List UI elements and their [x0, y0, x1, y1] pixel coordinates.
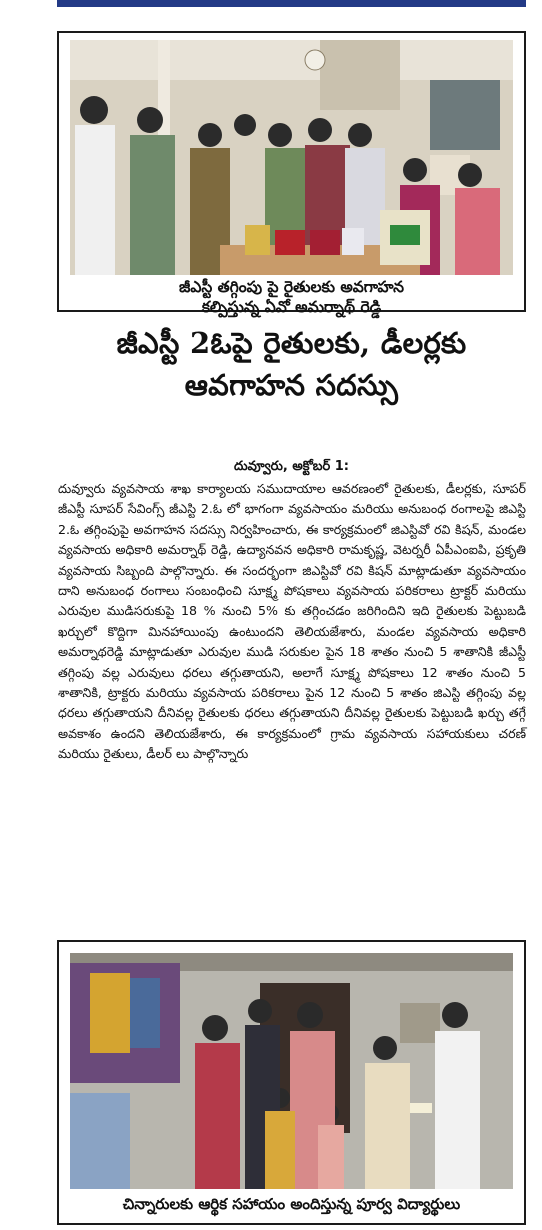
- article-dateline: దువ్వూరు, అక్టోబర్ 1:: [234, 459, 349, 474]
- caption-line-2: కల్పిస్తున్న ఏవో అమర్నాథ్ రెడ్డి: [201, 298, 382, 316]
- photo-caption-children-aid: చిన్నారులకు ఆర్థిక సహాయం అందిస్తున్న పూర్వ విద్యార్థులు: [122, 1195, 461, 1213]
- photo-farmers-meeting: [70, 40, 513, 275]
- photo-children-aid: [70, 953, 513, 1189]
- caption-line-1: జీఎస్టీ తగ్గింపు పై రైతులకు అవగాహన: [179, 278, 404, 296]
- farmers-meeting-illustration: [70, 40, 513, 275]
- article-body: దువ్వూరు వ్యవసాయ శాఖ కార్యాలయ సముదాయాల ఆవరణంలో రైతులకు, డీలర్లకు, సూపర్ జీఎస్టీ సూపర్ సేవింగ్స్ జీఎస్టి 2.ఓ లో భాగంగా వ్యవసాయం మరియు అనుబంధ రంగాలపై జిఎస్టి 2.ఓ తగ్గింపుపై అవగాహన సదస్సు నిర్వహించారు, ఈ కార్యక్రమంలో జిఎస్టివో రవి కిషన్, మండల వ్యవసాయ అధికారి అమర్నాథ్ రెడ్డి, ఉద్యానవన అధికారి రామకృష్ణ, వెటర్నరీ ఏపీఎంఐపి, ప్రకృతి వ్యవసాయ సిబ్బంది పాల్గొన్నారు. ఈ సందర్భంగా జిఎస్టివో రవి కిషన్ మాట్లాడుతూ వ్యవసాయం దాని అనుబంధ రంగాలు సంబంధించి సూక్ష్మ పోషకాలు వ్యవసాయ పరికరాలు ట్రాక్టర్ మరియు ఎరువుల ముడిసరుకుపై 18 % నుంచి 5% కు తగ్గించడం జరిగిందిని ఇది రైతులకు పెట్టుబడి ఖర్చులో కొద్దిగా మినహాయింపు ఉంటుందని తెలియజేశారు, మండల వ్యవసాయ అధికారి అమర్నాథరెడ్డి మాట్లాడుతూ ఎరువుల ముడి సరుకుల పైన 18 శాతం నుంచి 5 శాతానికి జీఎస్టీ తగ్గింపు వల్ల ఎరువులు ధరలు తగ్గుతాయని, అలాగే సూక్ష్మ పోషకాలు 12 శాతం నుంచి 5 శాతానికి, ట్రాక్టరు మరియు వ్యవసాయ పరికరాలు పైన 12 నుంచి 5 శాతం జిఎస్టి తగ్గింపు వల్ల ధరలు తగ్గుతాయని దీనివల్ల రైతులకు ధరలు తగ్గుతాయని దీనివల్ల రైతులకు పెట్టుబడి ఖర్చు తగ్గే అవకాశం ఉందని తెలియజేశారు, ఈ కార్యక్రమంలో గ్రామ వ్యవసాయ సహాయకులు చరణ్ మరియు రైతులు, డీలర్ లు పాల్గొన్నారు: [58, 481, 526, 762]
- article-headline: జీఎస్టీ 2ఓపై రైతులకు, డీలర్లకు ఆవగాహన సదస్సు: [116, 326, 467, 402]
- children-aid-illustration: [70, 953, 513, 1189]
- photo-caption-farmers: [65, 277, 518, 317]
- photo-box-farmers: [57, 31, 526, 316]
- top-accent-bar: [57, 0, 526, 7]
- photo-box-children-aid: [57, 940, 526, 1225]
